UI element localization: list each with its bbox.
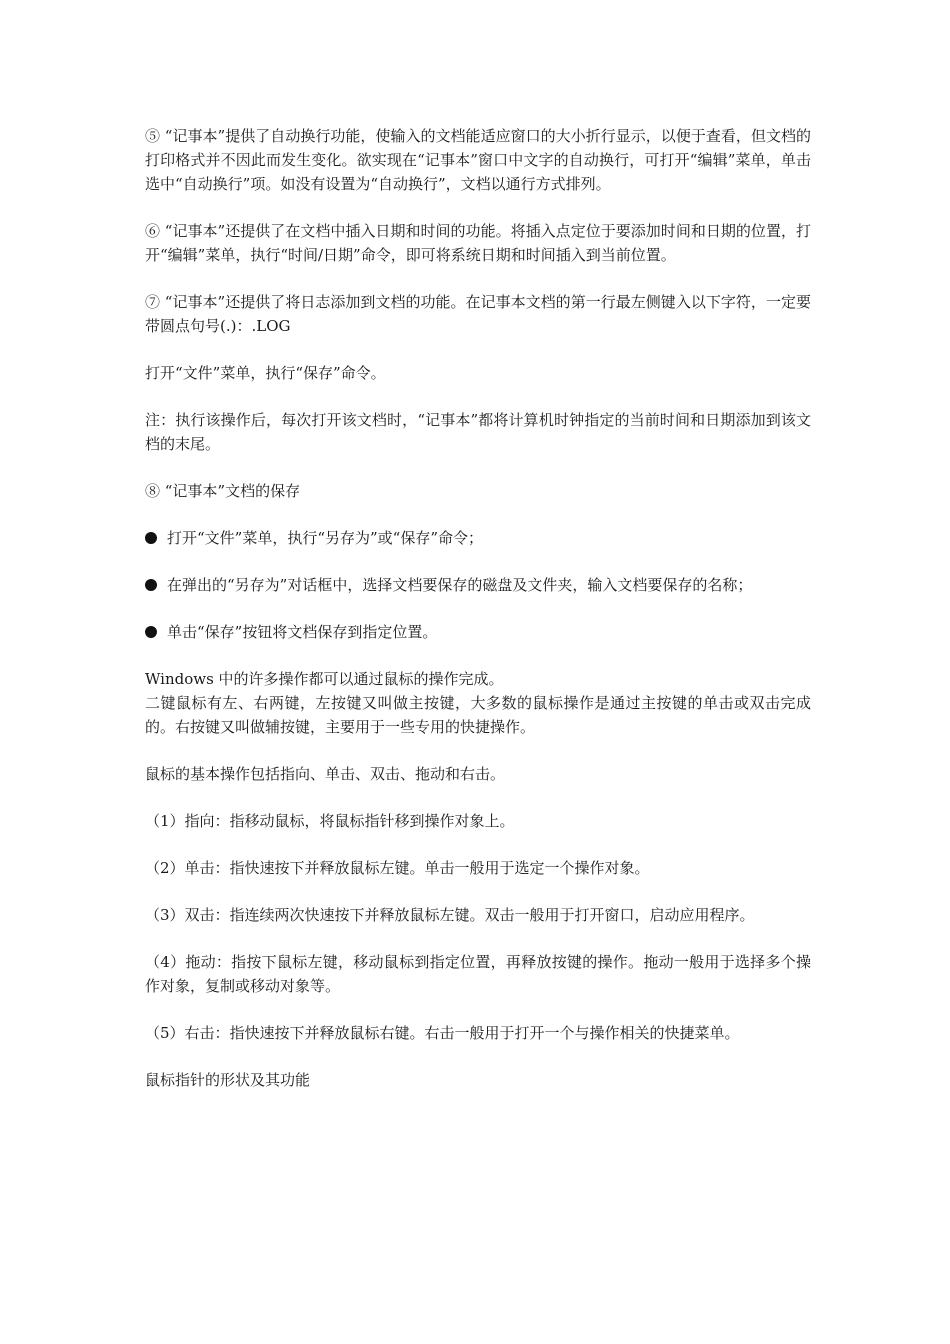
bullet-icon [145,579,157,591]
list-item [145,526,811,550]
bullet-icon [145,626,157,638]
list-item [145,620,811,644]
list-item-text: 在弹出的“另存为”对话框中，选择文档要保存的磁盘及文件夹，输入文档要保存的名称； [167,576,753,594]
paragraph-mouse-basic-ops: 鼠标的基本操作包括指向、单击、双击、拖动和右击。 [145,765,506,783]
document-page [145,124,811,1115]
bullet-icon [145,532,157,544]
paragraph-note: 注：执行该操作后，每次打开该文档时，“记事本”都将计算机时钟指定的当前时间和日期添加到该文档的末尾。 [145,411,811,453]
paragraph-log-feature: ⑦ “记事本”还提供了将日志添加到文档的功能。在记事本文档的第一行最左侧键入以下字符，一定要带圆点句号(.)：.LOG [145,293,811,335]
paragraph-point: （1）指向：指移动鼠标，将鼠标指针移到操作对象上。 [145,812,515,830]
paragraph-insert-datetime: ⑥ “记事本”还提供了在文档中插入日期和时间的功能。将插入点定位于要添加时间和日期的位置，打开“编辑”菜单，执行“时间/日期”命令，即可将系统日期和时间插入到当前位置。 [145,222,811,264]
paragraph-double-click: （3）双击：指连续两次快速按下并释放鼠标左键。双击一般用于打开窗口，启动应用程序。 [145,906,755,924]
paragraph-mouse-buttons: 二键鼠标有左、右两键，左按键又叫做主按键，大多数的鼠标操作是通过主按键的单击或双击完成的。右按键又叫做辅按键，主要用于一些专用的快捷操作。 [145,694,811,736]
paragraph-save-command: 打开“文件”菜单，执行“保存”命令。 [145,364,386,382]
paragraph-drag: （4）拖动：指按下鼠标左键，移动鼠标到指定位置，再释放按键的操作。拖动一般用于选择多个操作对象，复制或移动对象等。 [145,953,811,995]
list-item-text: 单击“保存”按钮将文档保存到指定位置。 [167,623,438,641]
list-item-text: 打开“文件”菜单，执行“另存为”或“保存”命令； [167,529,484,547]
paragraph-mouse-intro: Windows 中的许多操作都可以通过鼠标的操作完成。 [145,670,504,688]
paragraph-save-heading: ⑧ “记事本”文档的保存 [145,482,301,500]
paragraph-word-wrap: ⑤ “记事本”提供了自动换行功能，使输入的文档能适应窗口的大小折行显示，以便于查看，但文档的打印格式并不因此而发生变化。欲实现在“记事本”窗口中文字的自动换行，可打开“编辑”菜单，单击选中“自动换行”项。如没有设置为“自动换行”，文档以通行方式排列。 [145,127,811,193]
paragraph-click: （2）单击：指快速按下并释放鼠标左键。单击一般用于选定一个操作对象。 [145,859,650,877]
paragraph-pointer-shapes: 鼠标指针的形状及其功能 [145,1071,311,1089]
list-item [145,573,811,597]
paragraph-right-click: （5）右击：指快速按下并释放鼠标右键。右击一般用于打开一个与操作相关的快捷菜单。 [145,1024,740,1042]
